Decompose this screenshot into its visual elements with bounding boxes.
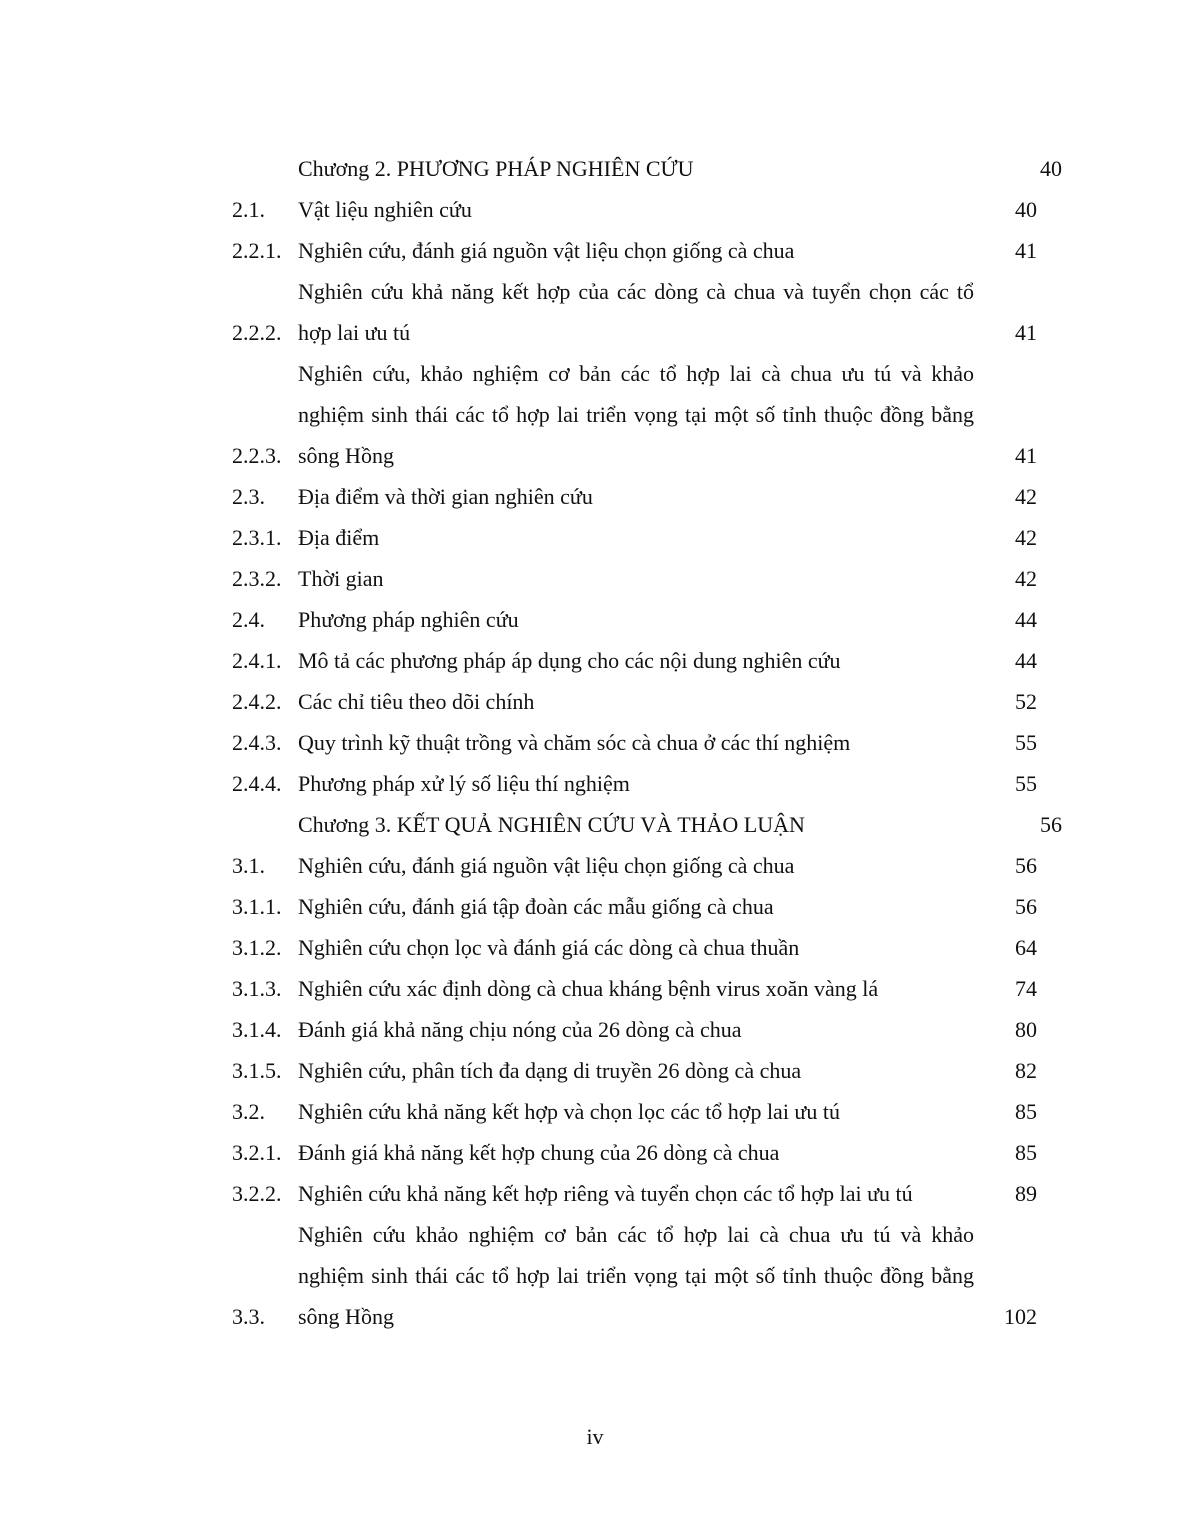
- toc-entry-page: 89: [1015, 1181, 1037, 1206]
- toc-entry-page: 42: [1015, 566, 1037, 591]
- toc-entry[interactable]: [232, 189, 1037, 230]
- toc-entry[interactable]: [232, 640, 1037, 681]
- toc-entry-page: 55: [1015, 771, 1037, 796]
- toc-entry[interactable]: [232, 886, 1037, 927]
- toc-entry[interactable]: [232, 763, 1037, 804]
- toc-entry[interactable]: [232, 476, 1037, 517]
- toc-entry-title: Nghiên cứu chọn lọc và đánh giá các dòng cà chua thuần: [298, 935, 800, 960]
- toc-entry-number: 2.2.2.: [232, 320, 282, 345]
- toc-entry-title: Phương pháp xử lý số liệu thí nghiệm: [298, 771, 630, 796]
- toc-entry-number: 2.2.1.: [232, 238, 282, 263]
- toc-entry-number: 3.1.1.: [232, 894, 282, 919]
- toc-entry-page: 42: [1015, 484, 1037, 509]
- toc-entry-page: 56: [1015, 853, 1037, 878]
- toc-entry-number: 3.3.: [232, 1304, 265, 1329]
- toc-entry[interactable]: [232, 558, 1037, 599]
- toc-entry[interactable]: [232, 517, 1037, 558]
- toc-entry-number: 2.4.: [232, 607, 265, 632]
- toc-entry-page: 82: [1015, 1058, 1037, 1083]
- toc-entry-number: 3.1.4.: [232, 1017, 282, 1042]
- toc-entry[interactable]: [232, 1214, 1037, 1337]
- toc-entry-page: 85: [1015, 1099, 1037, 1124]
- toc-entry-title: Đánh giá khả năng kết hợp chung của 26 dòng cà chua: [298, 1140, 780, 1165]
- toc-entry-number: 2.1.: [232, 197, 265, 222]
- toc-entry-page: 85: [1015, 1140, 1037, 1165]
- toc-entry-page: 42: [1015, 525, 1037, 550]
- toc-entry-number: 3.2.: [232, 1099, 265, 1124]
- toc-entry-page: 41: [1015, 238, 1037, 263]
- toc-entry[interactable]: [232, 1132, 1037, 1173]
- toc-entry[interactable]: [232, 271, 1037, 353]
- toc-entry-number: 2.4.3.: [232, 730, 282, 755]
- toc-entry-title: Nghiên cứu, đánh giá nguồn vật liệu chọn giống cà chua: [298, 853, 795, 878]
- toc-entry-title: Đánh giá khả năng chịu nóng của 26 dòng cà chua: [298, 1017, 742, 1042]
- toc-entry-title: Chương 3. KẾT QUẢ NGHIÊN CỨU VÀ THẢO LUẬN: [298, 812, 805, 837]
- toc-entry-title: Nghiên cứu, đánh giá tập đoàn các mẫu giống cà chua: [298, 894, 774, 919]
- page-number: iv: [586, 1424, 604, 1449]
- toc-entry-page: 41: [1015, 320, 1037, 345]
- toc-entry-title: Nghiên cứu khả năng kết hợp của các dòng cà chua và tuyển chọn các tổ hợp lai ưu tú: [298, 279, 974, 345]
- toc-entry-page: 52: [1015, 689, 1037, 714]
- toc-entry[interactable]: [232, 1091, 1037, 1132]
- toc-entry-title: Địa điểm: [298, 525, 380, 550]
- toc-entry[interactable]: [232, 804, 1062, 845]
- toc-entry[interactable]: [232, 927, 1037, 968]
- table-of-contents: [232, 148, 1062, 1337]
- toc-entry-title: Địa điểm và thời gian nghiên cứu: [298, 484, 593, 509]
- toc-entry-page: 102: [1004, 1304, 1037, 1329]
- toc-entry-number: 3.1.2.: [232, 935, 282, 960]
- toc-entry-page: 80: [1015, 1017, 1037, 1042]
- toc-entry-title: Nghiên cứu khả năng kết hợp riêng và tuyển chọn các tổ hợp lai ưu tú: [298, 1181, 913, 1206]
- toc-entry[interactable]: [232, 599, 1037, 640]
- toc-entry-title: Mô tả các phương pháp áp dụng cho các nội dung nghiên cứu: [298, 648, 841, 673]
- toc-entry-title: Nghiên cứu, khảo nghiệm cơ bản các tổ hợp lai cà chua ưu tú và khảo nghiệm sinh thái các tổ hợp lai triển vọng tại một số tỉnh thuộc đồng bằng sông Hồng: [298, 361, 974, 468]
- toc-entry-page: 40: [1015, 197, 1037, 222]
- toc-entry[interactable]: [232, 845, 1037, 886]
- toc-entry-number: 3.1.3.: [232, 976, 282, 1001]
- toc-entry-number: 3.2.1.: [232, 1140, 282, 1165]
- toc-entry-number: 2.4.1.: [232, 648, 282, 673]
- toc-entry-number: 3.2.2.: [232, 1181, 282, 1206]
- toc-entry-title: Các chỉ tiêu theo dõi chính: [298, 689, 535, 714]
- toc-entry-number: 3.1.5.: [232, 1058, 282, 1083]
- toc-entry-page: 40: [1040, 156, 1062, 181]
- toc-entry[interactable]: [232, 148, 1062, 189]
- toc-entry[interactable]: [232, 681, 1037, 722]
- toc-entry-number: 2.3.: [232, 484, 265, 509]
- toc-entry-number: 2.4.4.: [232, 771, 282, 796]
- toc-entry-page: 55: [1015, 730, 1037, 755]
- toc-entry-number: 3.1.: [232, 853, 265, 878]
- toc-entry-title: Thời gian: [298, 566, 384, 591]
- toc-entry-page: 56: [1040, 812, 1062, 837]
- toc-entry[interactable]: [232, 1050, 1037, 1091]
- toc-entry[interactable]: [232, 722, 1037, 763]
- toc-entry-number: 2.3.2.: [232, 566, 282, 591]
- toc-entry-title: Nghiên cứu khảo nghiệm cơ bản các tổ hợp lai cà chua ưu tú và khảo nghiệm sinh thái các tổ hợp lai triển vọng tại một số tỉnh thuộc đồng bằng sông Hồng: [298, 1222, 974, 1329]
- toc-entry-page: 44: [1015, 648, 1037, 673]
- toc-entry-number: 2.4.2.: [232, 689, 282, 714]
- toc-entry-page: 74: [1015, 976, 1037, 1001]
- toc-entry-title: Nghiên cứu, phân tích đa dạng di truyền 26 dòng cà chua: [298, 1058, 802, 1083]
- toc-entry[interactable]: [232, 968, 1037, 1009]
- toc-entry-title: Nghiên cứu khả năng kết hợp và chọn lọc các tổ hợp lai ưu tú: [298, 1099, 840, 1124]
- toc-entry[interactable]: [232, 353, 1037, 476]
- toc-entry-title: Vật liệu nghiên cứu: [298, 197, 472, 222]
- toc-entry-number: 2.3.1.: [232, 525, 282, 550]
- toc-entry-page: 64: [1015, 935, 1037, 960]
- toc-entry[interactable]: [232, 1009, 1037, 1050]
- toc-entry[interactable]: [232, 230, 1037, 271]
- toc-entry-page: 56: [1015, 894, 1037, 919]
- toc-entry-title: Nghiên cứu xác định dòng cà chua kháng bệnh virus xoăn vàng lá: [298, 976, 879, 1001]
- toc-entry-title: Quy trình kỹ thuật trồng và chăm sóc cà chua ở các thí nghiệm: [298, 730, 851, 755]
- toc-entry[interactable]: [232, 1173, 1037, 1214]
- toc-entry-title: Phương pháp nghiên cứu: [298, 607, 519, 632]
- toc-entry-number: 2.2.3.: [232, 443, 282, 468]
- toc-entry-title: Nghiên cứu, đánh giá nguồn vật liệu chọn giống cà chua: [298, 238, 795, 263]
- toc-entry-title: Chương 2. PHƯƠNG PHÁP NGHIÊN CỨU: [298, 156, 694, 181]
- toc-entry-page: 44: [1015, 607, 1037, 632]
- toc-entry-page: 41: [1015, 443, 1037, 468]
